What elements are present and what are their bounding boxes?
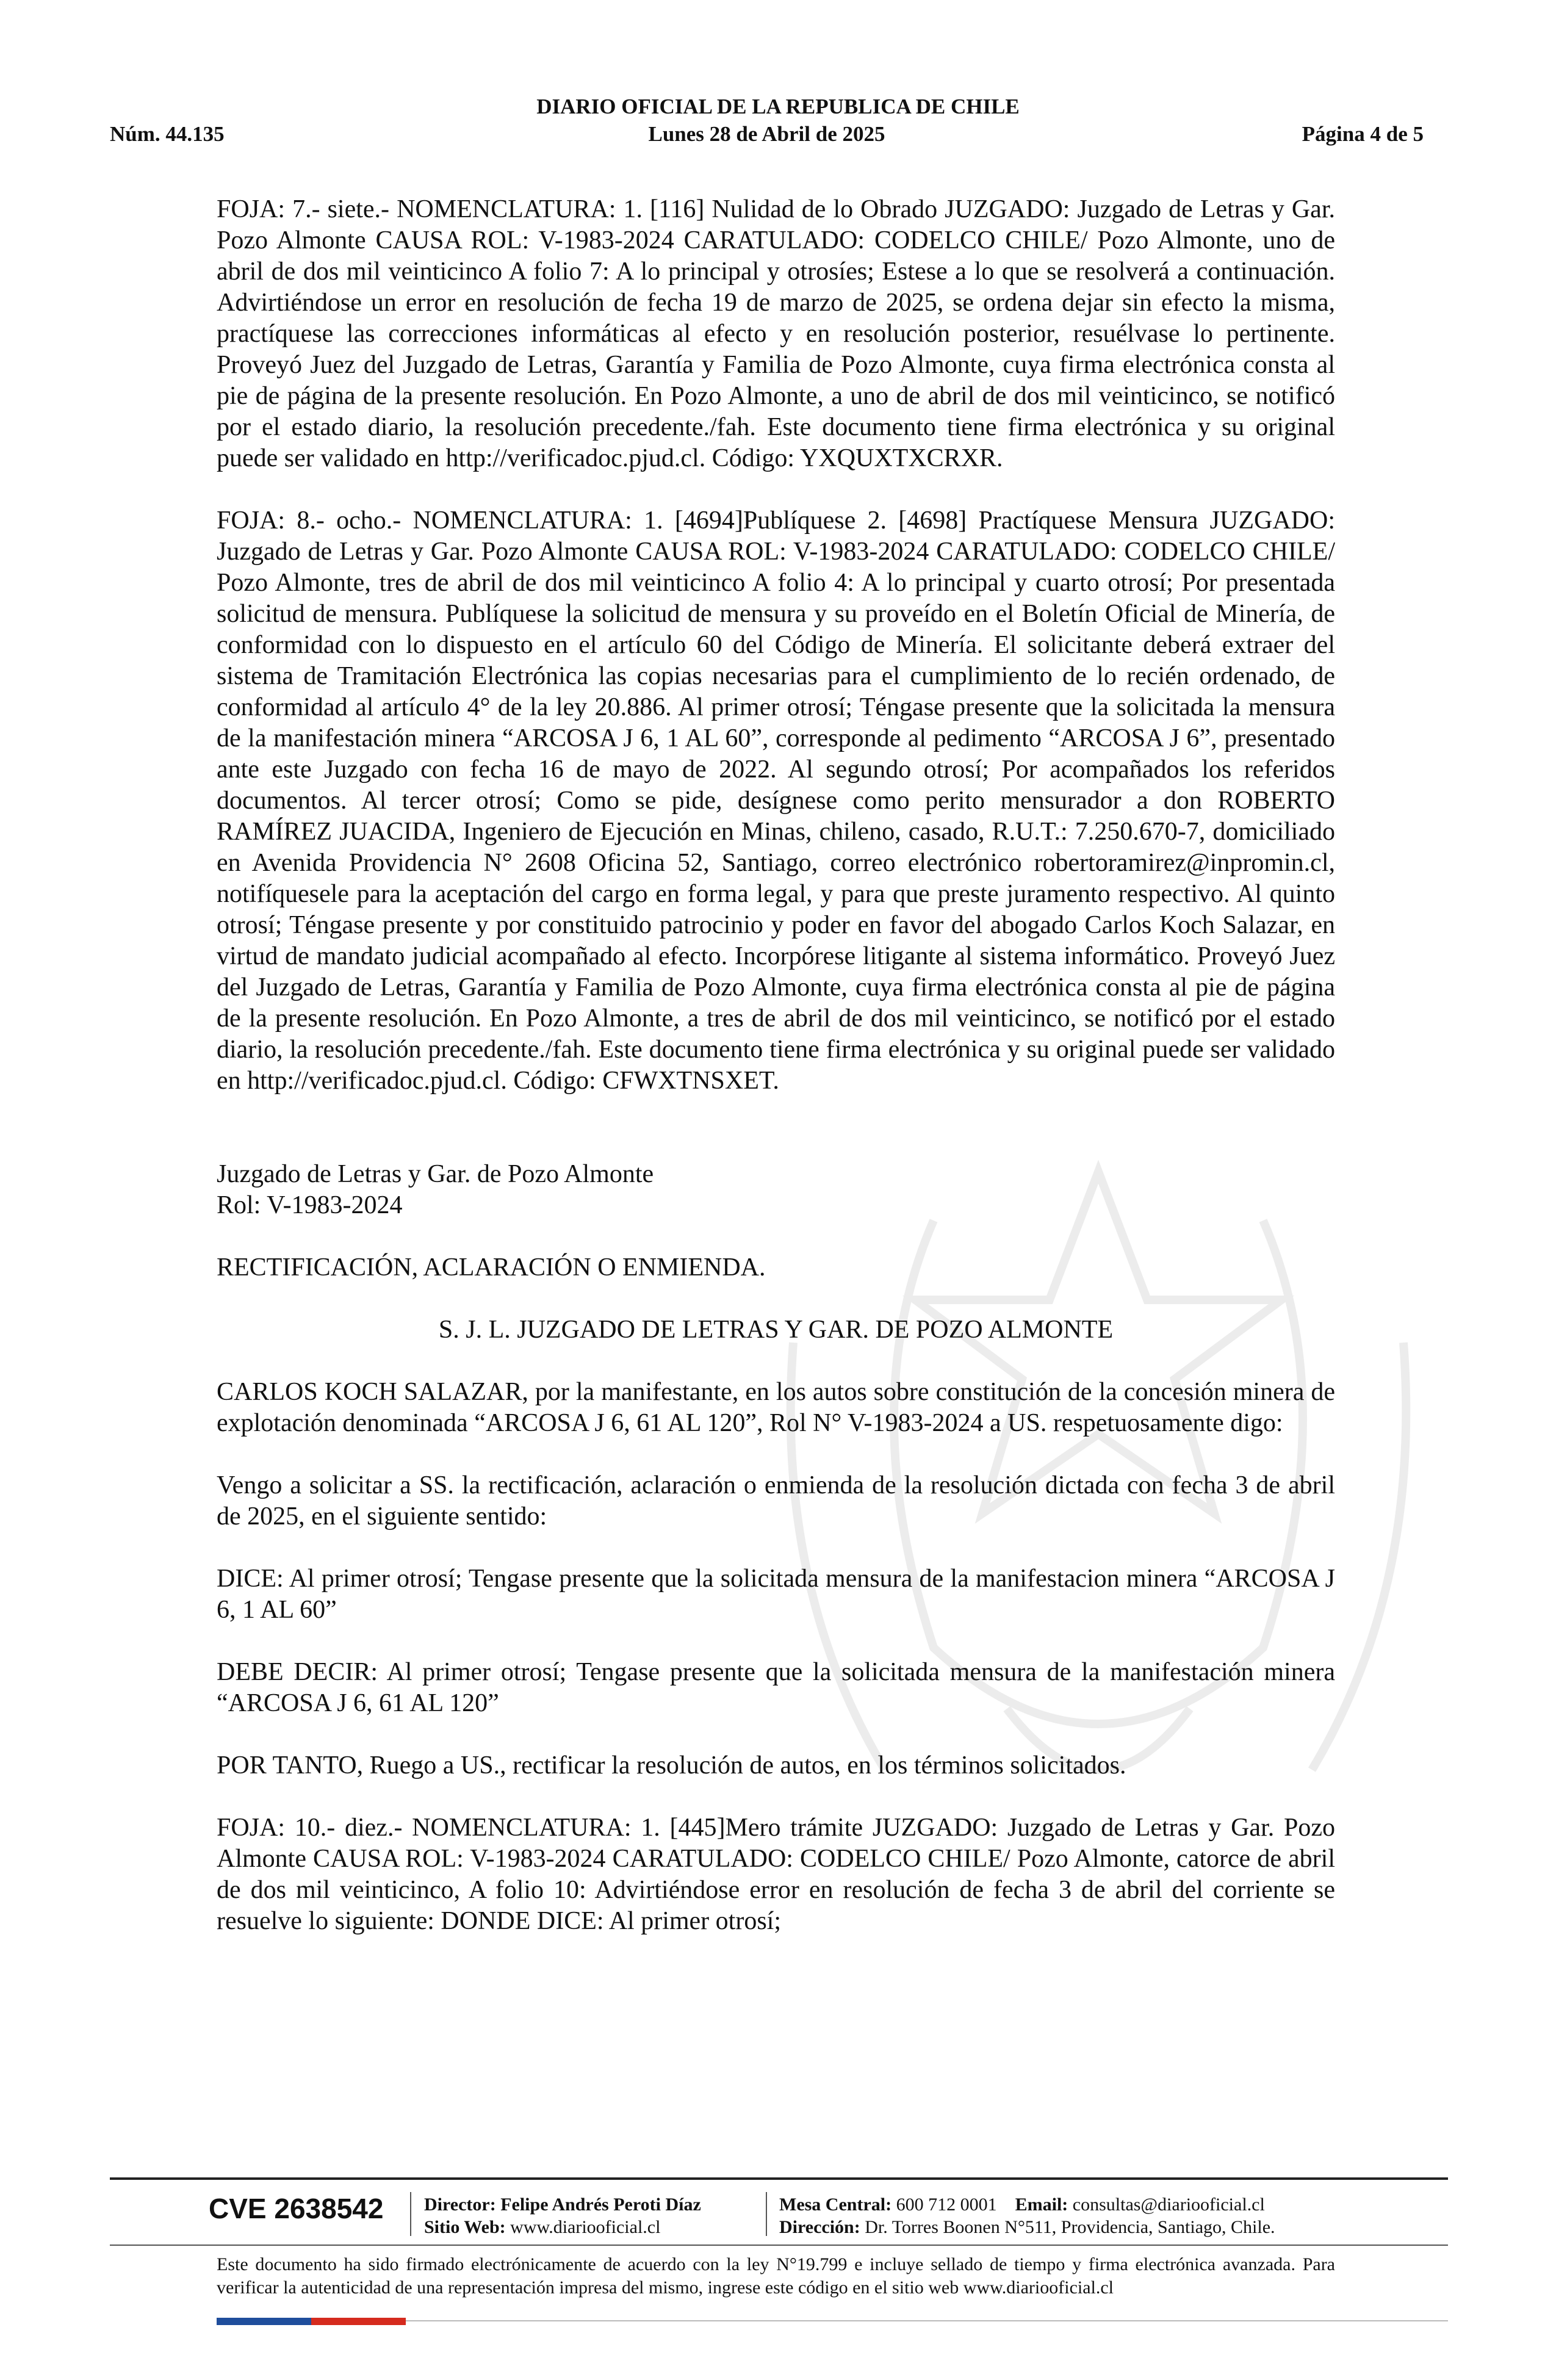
footer-divider-2 — [110, 2245, 1448, 2246]
director-label: Director: — [424, 2194, 496, 2215]
issue-number: Núm. 44.135 — [110, 122, 225, 146]
cve-code: CVE 2638542 — [209, 2193, 384, 2224]
debe-decir-paragraph: DEBE DECIR: Al primer otrosí; Tengase presente que la solicitada mensura de la manifestación minera “ARCOSA J 6, 61 AL 120” — [217, 1658, 1335, 1717]
gazette-title: DIARIO OFICIAL DE LA REPUBLICA DE CHILE — [536, 95, 1020, 118]
signature-notice: Este documento ha sido firmado electrónicamente de acuerdo con la ley N°19.799 e incluye sellado de tiempo y firma electrónica avanzada. Para verificar la autenticidad de una representación impresa del mismo, ingrese este código en el sitio web www.diariooficial.cl — [217, 2254, 1335, 2298]
site-link[interactable]: www.diariooficial.cl — [510, 2217, 661, 2237]
email-link[interactable]: consultas@diariooficial.cl — [1072, 2194, 1265, 2215]
footer-bottom-rule — [406, 2320, 1448, 2321]
footer-director-block — [424, 2193, 701, 2238]
director-name: Felipe Andrés Peroti Díaz — [500, 2194, 701, 2215]
addressee-line: S. J. L. JUZGADO DE LETRAS Y GAR. DE POZO ALMONTE — [438, 1316, 1114, 1344]
flag-stripe — [217, 2318, 406, 2325]
site-label: Sitio Web: — [424, 2217, 506, 2237]
footer-separator — [410, 2192, 411, 2236]
foja-10-paragraph: FOJA: 10.- diez.- NOMENCLATURA: 1. [445]Mero trámite JUZGADO: Juzgado de Letras y Gar. Pozo Almonte CAUSA ROL: V-1983-2024 CARATULADO: CODELCO CHILE/ Pozo Almonte, catorce de abril de dos mil veinticinco, A folio 10: Advirtiéndose error en resolución de fecha 3 de abril del corriente se resuelve lo siguiente: DONDE DICE: Al primer otrosí; — [217, 1814, 1335, 1935]
por-tanto-paragraph: POR TANTO, Ruego a US., rectificar la resolución de autos, en los términos solicitados. — [217, 1751, 1126, 1780]
foja-7-paragraph: FOJA: 7.- siete.- NOMENCLATURA: 1. [116] Nulidad de lo Obrado JUZGADO: Juzgado de Letras y Gar. Pozo Almonte CAUSA ROL: V-1983-2024 CARATULADO: CODELCO CHILE/ Pozo Almonte, uno de abril de dos mil veinticinco A folio 7: A lo principal y otrosíes; Estese a lo que se resolverá a continuación. Advirtiéndose un error en resolución de fecha 19 de marzo de 2025, se ordena dejar sin efecto la misma, practíquese las correcciones informáticas al efecto y en resolución posterior, resuélvase lo pertinente. Proveyó Juez del Juzgado de Letras, Garantía y Familia de Pozo Almonte, cuya firma electrónica consta al pie de página de la presente resolución. En Pozo Almonte, a uno de abril de dos mil veinticinco, se notificó por el estado diario, la resolución precedente./fah. Este documento tiene firma electrónica y su original puede ser validado en http://verificadoc.pjud.cl. Código: YXQUXTXCRXR. — [217, 195, 1335, 472]
mesa-phone: 600 712 0001 — [896, 2194, 997, 2215]
case-rol: Rol: V-1983-2024 — [217, 1191, 403, 1219]
document-body — [217, 194, 1335, 1968]
page-indicator: Página 4 de 5 — [1302, 122, 1424, 146]
court-name: Juzgado de Letras y Gar. de Pozo Almonte — [217, 1160, 654, 1188]
address-label: Dirección: — [779, 2217, 860, 2237]
petitioner-paragraph: CARLOS KOCH SALAZAR, por la manifestante, en los autos sobre constitución de la concesión minera de explotación denominada “ARCOSA J 6, 61 AL 120”, Rol N° V-1983-2024 a US. respetuosamente digo: — [217, 1378, 1335, 1437]
mesa-label: Mesa Central: — [779, 2194, 892, 2215]
address-text: Dr. Torres Boonen N°511, Providencia, Santiago, Chile. — [865, 2217, 1275, 2237]
request-paragraph: Vengo a solicitar a SS. la rectificación, aclaración o enmienda de la resolución dictada con fecha 3 de abril de 2025, en el siguiente sentido: — [217, 1471, 1335, 1531]
issue-date: Lunes 28 de Abril de 2025 — [648, 122, 885, 146]
footer-contact-block — [779, 2193, 1275, 2238]
email-label: Email: — [1015, 2194, 1068, 2215]
footer-separator — [766, 2192, 767, 2236]
dice-paragraph: DICE: Al primer otrosí; Tengase presente que la solicitada mensura de la manifestacion minera “ARCOSA J 6, 1 AL 60” — [217, 1565, 1335, 1624]
footer-divider — [110, 2177, 1448, 2180]
foja-8-paragraph: FOJA: 8.- ocho.- NOMENCLATURA: 1. [4694]Publíquese 2. [4698] Practíquese Mensura JUZGADO: Juzgado de Letras y Gar. Pozo Almonte CAUSA ROL: V-1983-2024 CARATULADO: CODELCO CHILE/ Pozo Almonte, tres de abril de dos mil veinticinco A folio 4: A lo principal y cuarto otrosí; Por presentada solicitud de mensura. Publíquese la solicitud de mensura y su proveído en el Boletín Oficial de Minería, de conformidad con lo dispuesto en el artículo 60 del Código de Minería. El solicitante deberá extraer del sistema de Tramitación Electrónica las copias necesarias para el cumplimiento de lo recién ordenado, de conformidad al artículo 4° de la ley 20.886. Al primer otrosí; Téngase presente que la solicitada la mensura de la manifestación minera “ARCOSA J 6, 1 AL 60”, corresponde al pedimento “ARCOSA J 6”, presentado ante este Juzgado con fecha 16 de mayo de 2022. Al segundo otrosí; Por acompañados los referidos documentos. Al tercer otrosí; Como se pide, desígnese como perito mensurador a don ROBERTO RAMÍREZ JUACIDA, Ingeniero de Ejecución en Minas, chileno, casado, R.U.T.: 7.250.670-7, domiciliado en Avenida Providencia N° 2608 Oficina 52, Santiago, correo electrónico robertoramirez@inpromin.cl, notifíquesele para la aceptación del cargo en forma legal, y para que preste juramento respectivo. Al quinto otrosí; Téngase presente y por constituido patrocinio y poder en favor del abogado Carlos Koch Salazar, en virtud de mandato judicial acompañado al efecto. Incorpórese litigante al sistema informático. Proveyó Juez del Juzgado de Letras, Garantía y Familia de Pozo Almonte, cuya firma electrónica consta al pie de página de la presente resolución. En Pozo Almonte, a tres de abril de dos mil veinticinco, se notificó por el estado diario, la resolución precedente./fah. Este documento tiene firma electrónica y su original puede ser validado en http://verificadoc.pjud.cl. Código: CFWXTNSXET. — [217, 507, 1335, 1095]
request-heading: RECTIFICACIÓN, ACLARACIÓN O ENMIENDA. — [217, 1253, 766, 1282]
